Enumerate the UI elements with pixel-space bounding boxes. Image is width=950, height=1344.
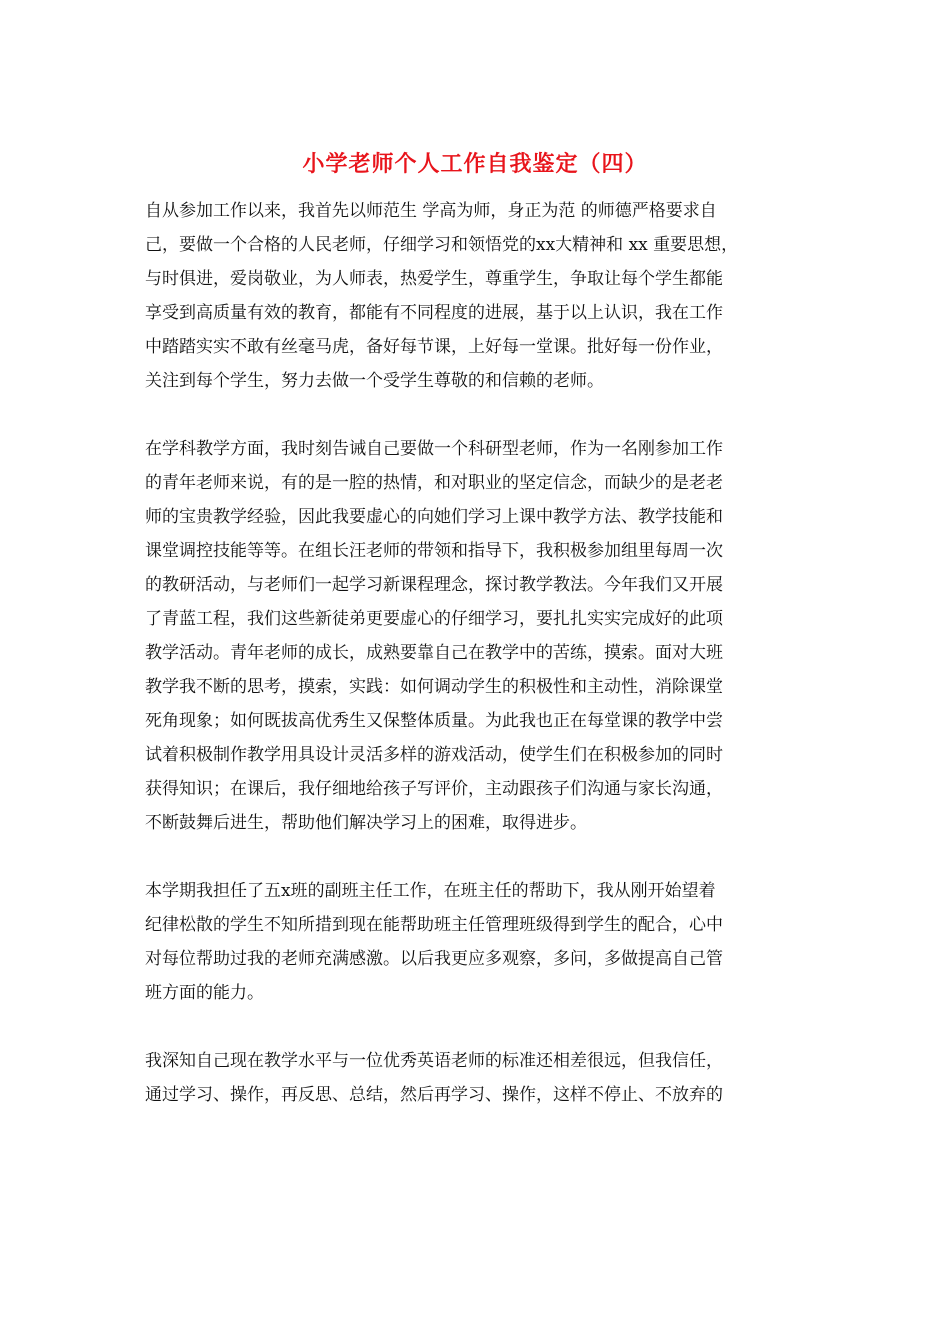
text-line: 纪律松散的学生不知所措到现在能帮助班主任管理班级得到学生的配合，心中 [145,915,723,935]
text-line: 不断鼓舞后进生，帮助他们解决学习上的困难，取得进步。 [145,813,587,833]
text-line: 师的宝贵教学经验，因此我要虚心的向她们学习上课中教学方法、教学技能和 [145,507,723,527]
text-line: 试着积极制作教学用具设计灵活多样的游戏活动，使学生们在积极参加的同时 [145,745,723,765]
text-line: 通过学习、操作，再反思、总结，然后再学习、操作，这样不停止、不放弃的 [145,1085,723,1105]
text-line: 教学活动。青年老师的成长，成熟要靠自己在教学中的苦练，摸索。面对大班 [145,643,723,663]
text-line: 对每位帮助过我的老师充满感激。以后我更应多观察，多问，多做提高自己管 [145,949,723,969]
document-body [145,194,825,1112]
text-line: 己，要做一个合格的人民老师，仔细学习和领悟党的xx大精神和 xx 重要思想， [145,235,739,255]
text-line: 的青年老师来说，有的是一腔的热情，和对职业的坚定信念，而缺少的是老老 [145,473,723,493]
text-line: 的教研活动，与老师们一起学习新课程理念，探讨教学教法。今年我们又开展 [145,575,723,595]
text-line: 中踏踏实实不敢有丝毫马虎，备好每节课，上好每一堂课。批好每一份作业， [145,337,723,357]
text-line: 与时俱进，爱岗敬业，为人师表，热爱学生，尊重学生，争取让每个学生都能 [145,269,723,289]
text-line: 课堂调控技能等等。在组长汪老师的带领和指导下，我积极参加组里每周一次 [145,541,723,561]
document-title: 小学老师个人工作自我鉴定（四） [302,151,648,177]
paragraph-gap [145,398,825,432]
text-line: 我深知自己现在教学水平与一位优秀英语老师的标准还相差很远，但我信任， [145,1051,723,1071]
text-line: 享受到高质量有效的教育，都能有不同程度的进展，基于以上认识，我在工作 [145,303,723,323]
paragraph-gap [145,840,825,874]
text-line: 获得知识；在课后，我仔细地给孩子写评价，主动跟孩子们沟通与家长沟通， [145,779,723,799]
text-line: 班方面的能力。 [145,983,264,1003]
text-line: 自从参加工作以来，我首先以师范生 学高为师，身正为范 的师德严格要求自 [145,201,717,221]
text-line: 关注到每个学生，努力去做一个受学生尊敬的和信赖的老师。 [145,371,604,391]
text-line: 死角现象；如何既拔高优秀生又保整体质量。为此我也正在每堂课的教学中尝 [145,711,723,731]
text-line: 了青蓝工程，我们这些新徒弟更要虚心的仔细学习，要扎扎实实完成好的此项 [145,609,723,629]
text-line: 本学期我担任了五x班的副班主任工作，在班主任的帮助下，我从刚开始望着 [145,881,716,901]
text-line: 教学我不断的思考，摸索，实践：如何调动学生的积极性和主动性，消除课堂 [145,677,723,697]
text-line: 在学科教学方面，我时刻告诫自己要做一个科研型老师，作为一名刚参加工作 [145,439,723,459]
paragraph-gap [145,1010,825,1044]
